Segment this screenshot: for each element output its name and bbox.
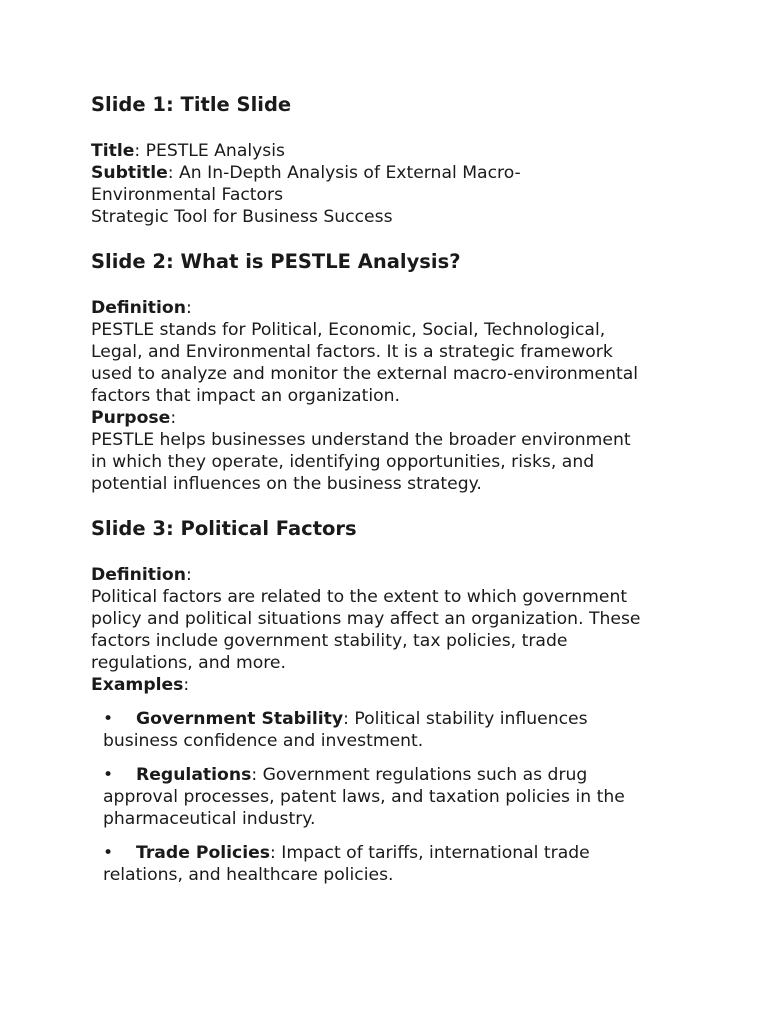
example-text-line-2: approval processes, patent laws, and taxation policies in the	[103, 787, 625, 807]
subtitle-text-line-2: Environmental Factors	[91, 185, 284, 205]
examples-label: Examples	[91, 675, 184, 695]
slide-2-purpose-line-3: potential influences on the business strategy.	[91, 474, 482, 494]
slide-2-purpose-line-2: in which they operate, identifying opportunities, risks, and	[91, 452, 595, 472]
example-text-line-1: : Government regulations such as drug	[251, 765, 588, 785]
slide-2-definition-heading: Definition:	[91, 298, 192, 318]
slide-1-heading: Slide 1: Title Slide	[91, 93, 292, 116]
example-text-line-3: pharmaceutical industry.	[103, 809, 316, 829]
bullet-glyph: •	[103, 765, 114, 785]
list-item	[103, 708, 688, 752]
definition-label: Definition	[91, 298, 186, 318]
slide-3-definition-line-3: factors include government stability, tax policies, trade	[91, 631, 568, 651]
slide-1-subtitle-line	[91, 162, 688, 184]
slide-3-definition-heading: Definition:	[91, 565, 192, 585]
example-text-line-2: business confidence and investment.	[103, 731, 424, 751]
slide-2-purpose-line-1: PESTLE helps businesses understand the broader environment	[91, 430, 631, 450]
example-text-line-2: relations, and healthcare policies.	[103, 865, 394, 885]
example-label: Regulations	[136, 765, 252, 785]
purpose-label: Purpose	[91, 408, 171, 428]
slide-2-definition-line-3: used to analyze and monitor the external macro-environmental	[91, 364, 639, 384]
examples-list	[91, 708, 688, 886]
slide-2-heading: Slide 2: What is PESTLE Analysis?	[91, 250, 461, 273]
slide-3-examples-heading: Examples:	[91, 675, 190, 695]
subtitle-text-line-1: : An In-Depth Analysis of External Macro-	[167, 163, 521, 183]
slide-3-definition-line-4: regulations, and more.	[91, 653, 286, 673]
slide-3-definition-line-2: policy and political situations may affect an organization. These	[91, 609, 641, 629]
slide-1-tagline: Strategic Tool for Business Success	[91, 207, 393, 227]
definition-label: Definition	[91, 565, 186, 585]
title-text: : PESTLE Analysis	[134, 141, 285, 161]
list-item	[103, 764, 688, 830]
bullet-glyph: •	[103, 709, 114, 729]
list-item	[103, 842, 688, 886]
example-text-line-1: : Political stability influences	[343, 709, 588, 729]
slide-1-section	[91, 92, 688, 228]
example-label: Government Stability	[136, 709, 344, 729]
slide-3-heading: Slide 3: Political Factors	[91, 517, 357, 540]
subtitle-label: Subtitle	[91, 163, 168, 183]
slide-2-section	[91, 249, 688, 495]
slide-2-definition-line-2: Legal, and Environmental factors. It is a strategic framework	[91, 342, 613, 362]
example-text-line-1: : Impact of tariffs, international trade	[270, 843, 590, 863]
slide-3-section	[91, 516, 688, 886]
slide-1-title-line	[91, 140, 688, 162]
slide-2-definition-line-1: PESTLE stands for Political, Economic, Social, Technological,	[91, 320, 606, 340]
example-label: Trade Policies	[136, 843, 271, 863]
slide-3-definition-line-1: Political factors are related to the extent to which government	[91, 587, 628, 607]
title-label: Title	[91, 141, 135, 161]
bullet-glyph: •	[103, 843, 114, 863]
slide-2-purpose-heading: Purpose:	[91, 408, 177, 428]
slide-2-definition-line-4: factors that impact an organization.	[91, 386, 400, 406]
